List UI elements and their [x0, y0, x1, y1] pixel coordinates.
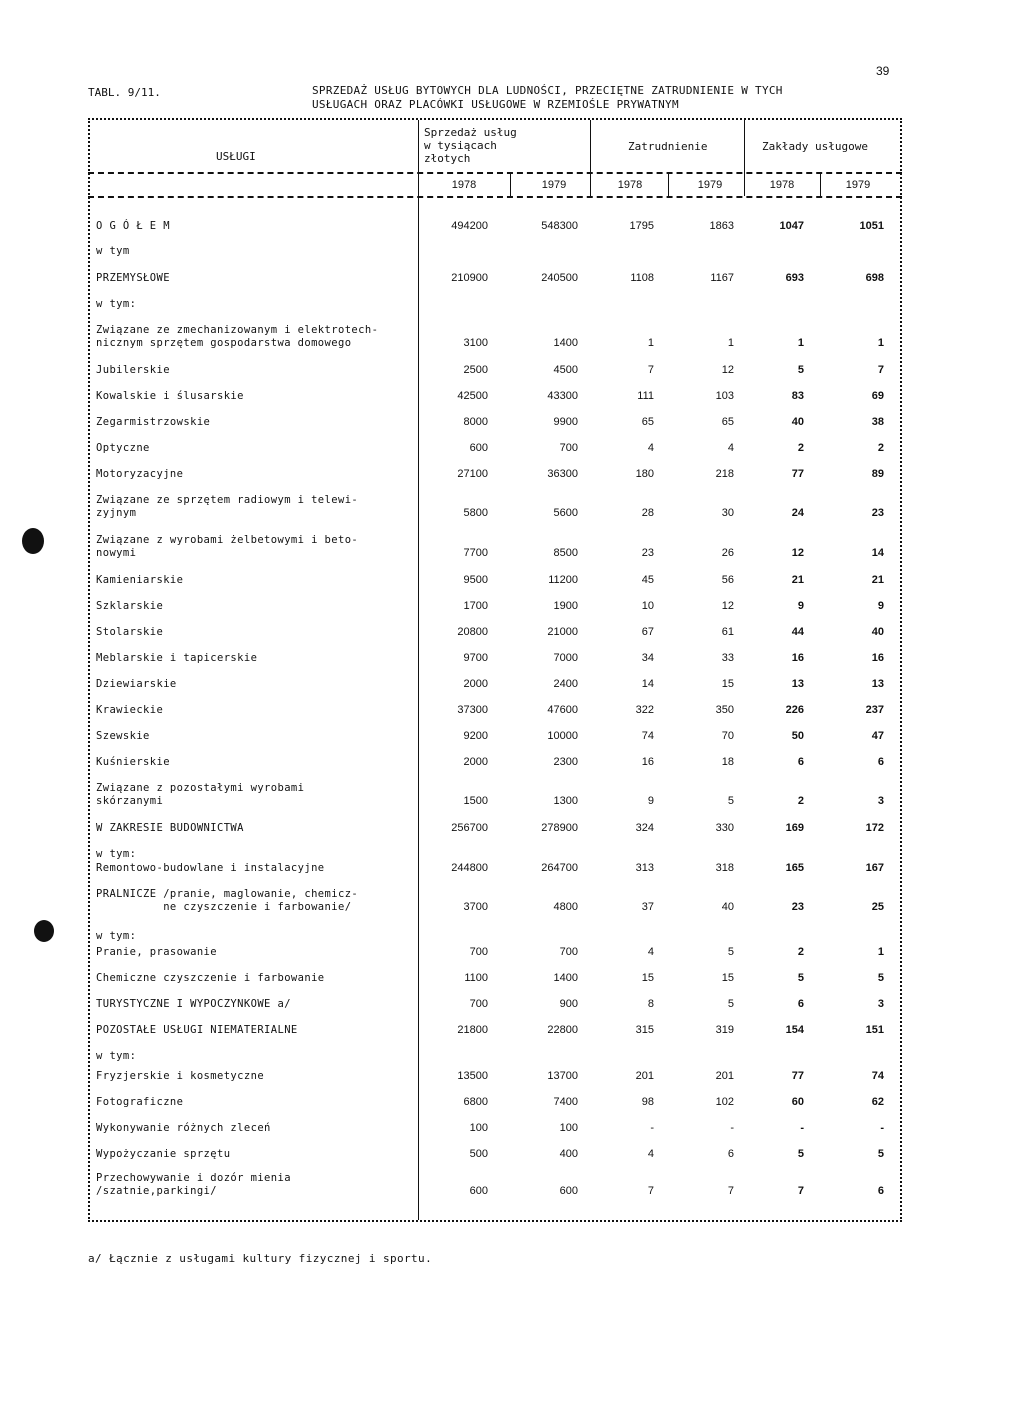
cell-value: 69	[871, 390, 884, 402]
cell-value: 23	[791, 901, 804, 913]
cell-value: 16	[871, 652, 884, 664]
row-label	[96, 534, 358, 560]
row-label-line: /szatnie,parkingi/	[96, 1185, 217, 1197]
cell-value: 13	[871, 678, 884, 690]
year-divider	[510, 172, 511, 196]
cell-value: 13700	[547, 1070, 578, 1082]
row-label-line: POZOSTAŁE USŁUGI NIEMATERIALNE	[96, 1024, 298, 1036]
row-label-line: Wykonywanie różnych zleceń	[96, 1122, 271, 1134]
cell-value: 319	[715, 1024, 734, 1036]
cell-value: 1300	[553, 795, 578, 807]
cell-value: 4	[727, 442, 734, 454]
row-label-line: Krawieckie	[96, 704, 164, 716]
cell-value: 1047	[779, 220, 804, 232]
cell-value: 698	[865, 272, 884, 284]
cell-value: 10	[641, 600, 654, 612]
cell-value: 1051	[859, 220, 884, 232]
row-label	[96, 298, 136, 311]
cell-value: 5	[797, 1148, 804, 1160]
header-services: USŁUGI	[216, 150, 256, 163]
cell-value: 30	[721, 507, 734, 519]
row-label-line: Kamieniarskie	[96, 574, 184, 586]
cell-value: 1100	[464, 972, 488, 984]
cell-value: 6	[877, 756, 884, 768]
cell-value: 500	[469, 1148, 488, 1160]
cell-value: 1	[797, 337, 804, 349]
cell-value: 7400	[553, 1096, 578, 1108]
cell-value: 40	[871, 626, 884, 638]
cell-value: 13500	[457, 1070, 488, 1082]
row-label-line: Remontowo-budowlane i instalacyjne	[96, 862, 325, 874]
cell-value: 264700	[541, 862, 578, 874]
cell-value: 201	[635, 1070, 654, 1082]
row-label-line: ne czyszczenie i farbowanie/	[96, 901, 352, 913]
cell-value: 2300	[553, 756, 578, 768]
row-label-line: O G Ó Ł E M	[96, 220, 170, 232]
cell-value: 5	[877, 972, 884, 984]
header-bottom-divider	[88, 196, 902, 198]
cell-value: 5	[727, 998, 734, 1010]
row-label	[96, 468, 183, 481]
cell-value: 2	[797, 795, 804, 807]
cell-value: 45	[641, 574, 654, 586]
cell-value: 16	[641, 756, 654, 768]
cell-value: 43300	[547, 390, 578, 402]
row-label-line: Optyczne	[96, 442, 150, 454]
row-label	[96, 704, 163, 717]
cell-value: 8	[647, 998, 654, 1010]
cell-value: 5600	[553, 507, 578, 519]
cell-value: 83	[791, 390, 804, 402]
cell-value: 600	[469, 442, 488, 454]
cell-value: 7000	[553, 652, 578, 664]
cell-value: 237	[865, 704, 884, 716]
cell-value: 278900	[541, 822, 578, 834]
cell-value: 154	[785, 1024, 804, 1036]
cell-value: 21	[791, 574, 804, 586]
cell-value: 324	[635, 822, 654, 834]
cell-value: 4	[647, 442, 654, 454]
scan-blot	[22, 528, 44, 554]
row-label-line: Fotograficzne	[96, 1096, 184, 1108]
cell-value: 2	[797, 442, 804, 454]
row-label-line: Jubilerskie	[96, 364, 170, 376]
cell-value: 28	[641, 507, 654, 519]
cell-value: 47	[871, 730, 884, 742]
cell-value: 350	[715, 704, 734, 716]
cell-value: 21	[871, 574, 884, 586]
cell-value: 15	[641, 972, 654, 984]
row-label-line: Związane z wyrobami żelbetowymi i beto-	[96, 534, 359, 546]
row-label	[96, 1096, 183, 1109]
cell-value: 6	[797, 756, 804, 768]
cell-value: 74	[871, 1070, 884, 1082]
cell-value: -	[800, 1122, 804, 1134]
cell-value: 67	[641, 626, 654, 638]
cell-value: 313	[635, 862, 654, 874]
cell-value: 6	[877, 1185, 884, 1197]
cell-value: 34	[641, 652, 654, 664]
cell-value: 77	[791, 468, 804, 480]
cell-value: 13	[791, 678, 804, 690]
header-sales	[424, 126, 517, 165]
cell-value: 5	[797, 972, 804, 984]
row-label-line: w tym:	[96, 1050, 137, 1062]
cell-value: 1400	[553, 337, 578, 349]
cell-value: 74	[641, 730, 654, 742]
cell-value: 111	[637, 390, 654, 402]
cell-value: 693	[785, 272, 804, 284]
row-label	[96, 1050, 136, 1063]
row-label-line: Związane ze zmechanizowanym i elektrotech-	[96, 324, 379, 336]
row-label-line: Szklarskie	[96, 600, 164, 612]
cell-value: 50	[791, 730, 804, 742]
cell-value: 180	[635, 468, 654, 480]
cell-value: 1863	[709, 220, 734, 232]
row-label-line: zyjnym	[96, 507, 137, 519]
row-label-line: TURYSTYCZNE I WYPOCZYNKOWE a/	[96, 998, 291, 1010]
cell-value: 3	[877, 795, 884, 807]
cell-value: 40	[791, 416, 804, 428]
cell-value: 700	[469, 998, 488, 1010]
row-label	[96, 678, 177, 691]
cell-value: 1500	[463, 795, 488, 807]
cell-value: 37	[641, 901, 654, 913]
cell-value: -	[650, 1122, 654, 1134]
cell-value: 1700	[463, 600, 488, 612]
cell-value: 100	[469, 1122, 488, 1134]
cell-value: 12	[721, 600, 734, 612]
cell-value: 2400	[553, 678, 578, 690]
cell-value: 26	[721, 547, 734, 559]
cell-value: 33	[721, 652, 734, 664]
cell-value: 4	[647, 1148, 654, 1160]
cell-value: 7	[877, 364, 884, 376]
header-year: 1978	[617, 179, 643, 191]
row-label	[96, 822, 244, 835]
header-year: 1979	[541, 179, 567, 191]
cell-value: 1	[877, 946, 884, 958]
row-label-line: w tym:	[96, 930, 137, 942]
row-label	[96, 245, 130, 258]
row-label-line: Zegarmistrzowskie	[96, 416, 211, 428]
row-label	[96, 390, 244, 403]
cell-value: 226	[785, 704, 804, 716]
cell-value: 2	[797, 946, 804, 958]
cell-value: 60	[791, 1096, 804, 1108]
cell-value: 201	[715, 1070, 734, 1082]
row-label	[96, 364, 170, 377]
title-line: USŁUGACH ORAZ PLACÓWKI USŁUGOWE W RZEMIOŚLE PRYWATNYM	[312, 98, 679, 111]
row-label	[96, 888, 358, 914]
cell-value: 1	[877, 337, 884, 349]
header-year-divider	[88, 172, 902, 174]
cell-value: 9500	[463, 574, 488, 586]
cell-value: 47600	[547, 704, 578, 716]
cell-value: 322	[635, 704, 654, 716]
cell-value: 23	[871, 507, 884, 519]
cell-value: 1	[727, 337, 734, 349]
cell-value: 330	[715, 822, 734, 834]
cell-value: 5	[877, 1148, 884, 1160]
cell-value: 165	[785, 862, 804, 874]
cell-value: 318	[715, 862, 734, 874]
cell-value: 56	[721, 574, 734, 586]
cell-value: 6	[727, 1148, 734, 1160]
row-label	[96, 972, 325, 985]
cell-value: 40	[721, 901, 734, 913]
scan-blot	[34, 920, 54, 942]
cell-value: 167	[865, 862, 884, 874]
row-label-line: Pranie, prasowanie	[96, 946, 217, 958]
row-label	[96, 1148, 230, 1161]
row-label	[96, 1024, 298, 1037]
row-label	[96, 416, 210, 429]
cell-value: 103	[715, 390, 734, 402]
cell-value: 169	[785, 822, 804, 834]
cell-value: 27100	[457, 468, 488, 480]
row-label-line: w tym	[96, 245, 130, 257]
row-label-line: Kuśnierskie	[96, 756, 170, 768]
cell-value: 8000	[463, 416, 488, 428]
row-label-line: Kowalskie i ślusarskie	[96, 390, 244, 402]
cell-value: 600	[559, 1185, 578, 1197]
cell-value: 900	[559, 998, 578, 1010]
header-sales-line: w tysiącach	[424, 139, 497, 152]
row-label-line: Fryzjerskie i kosmetyczne	[96, 1070, 265, 1082]
row-label	[96, 626, 163, 639]
cell-value: 256700	[451, 822, 488, 834]
row-label	[96, 730, 150, 743]
row-label	[96, 652, 257, 665]
header-year: 1979	[845, 179, 871, 191]
cell-value: 6	[797, 998, 804, 1010]
cell-value: 2000	[463, 678, 488, 690]
footnote: a/ Łącznie z usługami kultury fizycznej i sportu.	[88, 1252, 433, 1265]
cell-value: 8500	[553, 547, 578, 559]
cell-value: 102	[715, 1096, 734, 1108]
cell-value: 700	[559, 442, 578, 454]
row-label-line: Związane ze sprzętem radiowym i telewi-	[96, 494, 359, 506]
cell-value: 9700	[463, 652, 488, 664]
cell-value: 7	[727, 1185, 734, 1197]
cell-value: 15	[721, 972, 734, 984]
cell-value: 494200	[451, 220, 488, 232]
row-label	[96, 574, 183, 587]
cell-value: 6800	[463, 1096, 488, 1108]
cell-value: 98	[641, 1096, 654, 1108]
row-label-line: Wypożyczanie sprzętu	[96, 1148, 231, 1160]
cell-value: 14	[871, 547, 884, 559]
cell-value: 25	[871, 901, 884, 913]
cell-value: 3700	[463, 901, 488, 913]
cell-value: 5	[797, 364, 804, 376]
cell-value: -	[880, 1122, 884, 1134]
row-label	[96, 600, 163, 613]
cell-value: 700	[559, 946, 578, 958]
cell-value: 7	[647, 364, 654, 376]
cell-value: 1400	[553, 972, 578, 984]
row-label-line: PRZEMYSŁOWE	[96, 272, 170, 284]
cell-value: 1795	[629, 220, 654, 232]
row-label-line: w tym:	[96, 848, 137, 860]
cell-value: 4500	[553, 364, 578, 376]
cell-value: 240500	[541, 272, 578, 284]
header-year: 1978	[451, 179, 477, 191]
table-label: TABL. 9/11.	[88, 86, 161, 99]
row-label-line: Związane z pozostałymi wyrobami	[96, 782, 305, 794]
cell-value: 65	[641, 416, 654, 428]
header-year: 1979	[697, 179, 723, 191]
cell-value: 15	[721, 678, 734, 690]
cell-value: 3100	[463, 337, 488, 349]
row-label	[96, 862, 325, 875]
cell-value: 14	[641, 678, 654, 690]
cell-value: 89	[871, 468, 884, 480]
cell-value: 9	[877, 600, 884, 612]
row-label	[96, 1122, 271, 1135]
column-divider	[418, 120, 419, 1220]
cell-value: 9	[647, 795, 654, 807]
cell-value: 548300	[541, 220, 578, 232]
cell-value: 1167	[710, 272, 734, 284]
row-label-line: w tym:	[96, 298, 137, 310]
cell-value: 2500	[463, 364, 488, 376]
cell-value: 2	[877, 442, 884, 454]
cell-value: 16	[791, 652, 804, 664]
cell-value: 77	[791, 1070, 804, 1082]
cell-value: -	[730, 1122, 734, 1134]
row-label	[96, 848, 136, 861]
row-label-line: nicznym sprzętem gospodarstwa domowego	[96, 337, 352, 349]
cell-value: 18	[721, 756, 734, 768]
cell-value: 3	[877, 998, 884, 1010]
row-label	[96, 756, 170, 769]
cell-value: 65	[721, 416, 734, 428]
row-label	[96, 1070, 264, 1083]
row-label	[96, 998, 291, 1011]
cell-value: 151	[865, 1024, 884, 1036]
cell-value: 4800	[553, 901, 578, 913]
cell-value: 700	[469, 946, 488, 958]
cell-value: 44	[791, 626, 804, 638]
row-label-line: Meblarskie i tapicerskie	[96, 652, 258, 664]
cell-value: 36300	[547, 468, 578, 480]
row-label-line: W ZAKRESIE BUDOWNICTWA	[96, 822, 244, 834]
cell-value: 42500	[457, 390, 488, 402]
row-label-line: Stolarskie	[96, 626, 164, 638]
cell-value: 70	[721, 730, 734, 742]
row-label	[96, 220, 170, 233]
cell-value: 20800	[457, 626, 488, 638]
row-label	[96, 782, 304, 808]
cell-value: 2000	[463, 756, 488, 768]
cell-value: 61	[721, 626, 734, 638]
cell-value: 5800	[463, 507, 488, 519]
row-label	[96, 272, 170, 285]
header-employment: Zatrudnienie	[628, 140, 708, 153]
page-number: 39	[876, 64, 890, 78]
header-sales-line: Sprzedaż usług	[424, 126, 517, 139]
cell-value: 10000	[547, 730, 578, 742]
cell-value: 1	[647, 337, 654, 349]
cell-value: 12	[721, 364, 734, 376]
row-label	[96, 494, 358, 520]
row-label-line: PRALNICZE /pranie, maglowanie, chemicz-	[96, 888, 359, 900]
cell-value: 37300	[457, 704, 488, 716]
header-establishments: Zakłady usługowe	[762, 140, 868, 153]
row-label-line: Motoryzacyjne	[96, 468, 184, 480]
cell-value: 4	[647, 946, 654, 958]
cell-value: 38	[871, 416, 884, 428]
cell-value: 100	[559, 1122, 578, 1134]
table-title	[312, 84, 783, 112]
row-label	[96, 946, 217, 959]
cell-value: 21800	[457, 1024, 488, 1036]
title-line: SPRZEDAŻ USŁUG BYTOWYCH DLA LUDNOŚCI, PRZECIĘTNE ZATRUDNIENIE W TYCH	[312, 84, 783, 97]
cell-value: 62	[871, 1096, 884, 1108]
cell-value: 7	[797, 1185, 804, 1197]
cell-value: 210900	[451, 272, 488, 284]
header-year: 1978	[769, 179, 795, 191]
row-label-line: skórzanymi	[96, 795, 164, 807]
cell-value: 7700	[463, 547, 488, 559]
row-label-line: Dziewiarskie	[96, 678, 177, 690]
cell-value: 218	[715, 468, 734, 480]
cell-value: 244800	[451, 862, 488, 874]
cell-value: 1108	[630, 272, 654, 284]
cell-value: 9	[797, 600, 804, 612]
cell-value: 400	[559, 1148, 578, 1160]
row-label	[96, 442, 150, 455]
row-label-line: Przechowywanie i dozór mienia	[96, 1172, 291, 1184]
cell-value: 5	[727, 795, 734, 807]
cell-value: 5	[727, 946, 734, 958]
cell-value: 7	[647, 1185, 654, 1197]
row-label	[96, 930, 136, 943]
cell-value: 9900	[553, 416, 578, 428]
cell-value: 315	[635, 1024, 654, 1036]
row-label-line: Szewskie	[96, 730, 150, 742]
cell-value: 172	[865, 822, 884, 834]
cell-value: 9200	[463, 730, 488, 742]
row-label	[96, 324, 378, 350]
row-label	[96, 1172, 291, 1198]
cell-value: 600	[469, 1185, 488, 1197]
row-label-line: Chemiczne czyszczenie i farbowanie	[96, 972, 325, 984]
cell-value: 23	[641, 547, 654, 559]
cell-value: 11200	[548, 574, 578, 586]
row-label-line: nowymi	[96, 547, 137, 559]
cell-value: 12	[791, 547, 804, 559]
cell-value: 24	[791, 507, 804, 519]
cell-value: 1900	[553, 600, 578, 612]
cell-value: 22800	[547, 1024, 578, 1036]
cell-value: 21000	[547, 626, 578, 638]
header-sales-line: złotych	[424, 152, 471, 165]
